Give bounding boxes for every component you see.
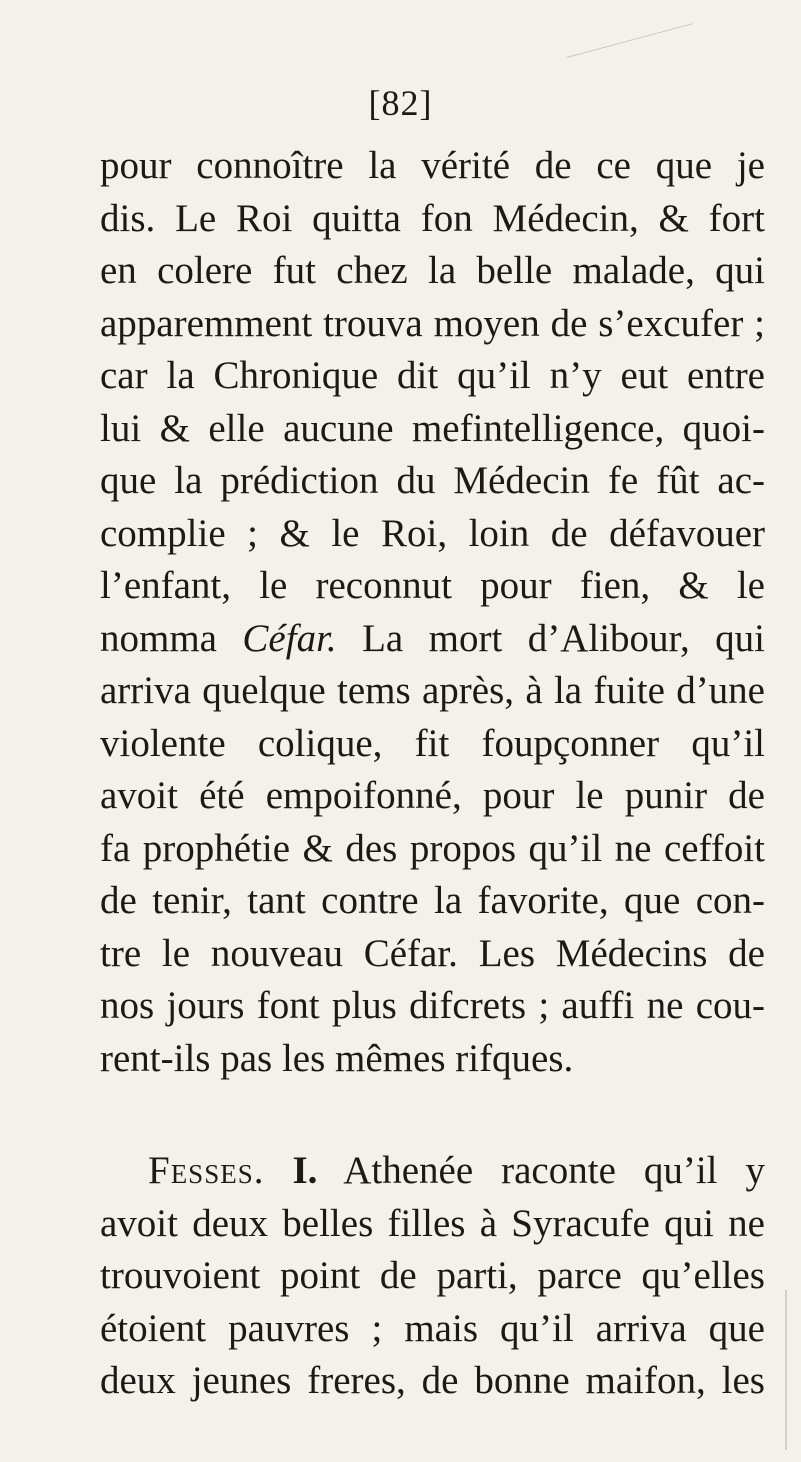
text-line: deux jeunes freres, de bonne maifon, les bbox=[100, 1359, 765, 1402]
text-line: avoit été empoifonné, pour le punir de bbox=[100, 774, 765, 817]
text-line: étoient pauvres ; mais qu’il arriva que bbox=[100, 1306, 765, 1350]
text-run: La mort d’Alibour, qui bbox=[336, 616, 765, 660]
print-through-mark bbox=[567, 23, 693, 59]
text-line: car la Chronique dit qu’il n’y eut entre bbox=[100, 354, 765, 397]
text-line: nos jours font plus difcrets ; auffi ne cou- bbox=[100, 984, 765, 1027]
paragraph-1 bbox=[100, 140, 765, 1085]
text-line: complie ; & le Roi, loin de défavouer bbox=[100, 511, 765, 555]
entry-heading: Fesses. bbox=[148, 1149, 265, 1192]
italic-name: Céfar. bbox=[242, 616, 337, 660]
text-line: violente colique, fit foupçonner qu’il bbox=[100, 721, 765, 765]
text-line: trouvoient point de parti, parce qu’elles bbox=[100, 1254, 765, 1297]
text-line: avoit deux belles filles à Syracufe qui ne bbox=[100, 1201, 765, 1245]
text-line: l’enfant, le reconnut pour fien, & le bbox=[100, 564, 765, 607]
text-line bbox=[100, 1145, 765, 1198]
paragraph-gap bbox=[100, 1085, 765, 1145]
text-line bbox=[100, 613, 765, 666]
body-text bbox=[100, 140, 765, 1408]
paragraph-2 bbox=[100, 1145, 765, 1408]
text-line: en colere fut chez la belle malade, qui bbox=[100, 249, 765, 292]
text-line: fa prophétie & des propos qu’il ne ceffoit bbox=[100, 826, 765, 870]
text-line: que la prédiction du Médecin fe fût ac- bbox=[100, 459, 765, 502]
text-line: lui & elle aucune mefintelligence, quoi- bbox=[100, 406, 765, 450]
text-line: pour connoître la vérité de ce que je bbox=[100, 144, 765, 187]
text-line: tre le nouveau Céfar. Les Médecins de bbox=[100, 931, 765, 975]
text-line: arriva quelque tems après, à la fuite d’une bbox=[100, 669, 765, 712]
text-line: de tenir, tant contre la favorite, que con- bbox=[100, 879, 765, 922]
text-line: apparemment trouva moyen de s’excufer ; bbox=[100, 301, 765, 345]
text-run: Athenée raconte qu’il y bbox=[317, 1149, 765, 1192]
page-edge-mark bbox=[785, 1290, 787, 1450]
text-line: rent-ils pas les mêmes rifques. bbox=[100, 1036, 574, 1080]
page-number: [82] bbox=[368, 83, 433, 123]
text-line: dis. Le Roi quitta fon Médecin, & fort bbox=[100, 196, 765, 240]
entry-number: I. bbox=[292, 1149, 318, 1192]
text-run: nomma bbox=[100, 616, 243, 660]
